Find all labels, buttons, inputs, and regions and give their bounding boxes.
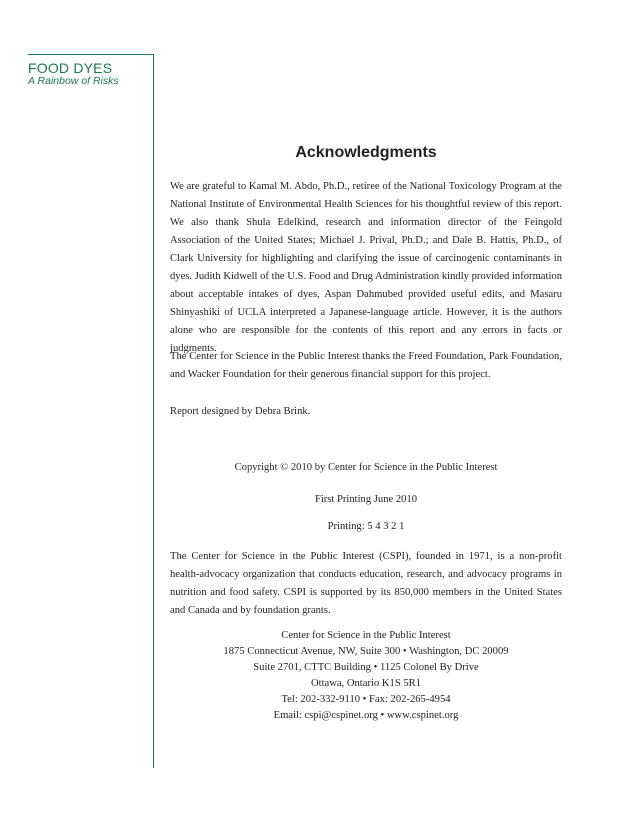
page-title: Acknowledgments bbox=[295, 144, 437, 161]
header-rule bbox=[28, 54, 154, 55]
address-us: 1875 Connecticut Avenue, NW, Suite 300 • Washington, DC 20009 bbox=[223, 646, 509, 657]
printing-line: Printing: 5 4 3 2 1 bbox=[327, 521, 405, 532]
address-phone-fax: Tel: 202-332-9110 • Fax: 202-265-4954 bbox=[281, 694, 451, 705]
about-cspi-paragraph: The Center for Science in the Public Interest (CSPI), founded in 1971, is a non-profit health-advocacy organization that conducts education, research, and advocacy programs in nutrition and food safety. CSPI is supported by its 850,000 members in the United States and Canada and by foundation grants. bbox=[170, 551, 562, 616]
address-canada-line2: Ottawa, Ontario K1S 5R1 bbox=[310, 678, 422, 689]
running-header-subtitle: A Rainbow of Risks bbox=[28, 75, 119, 87]
first-printing-line: First Printing June 2010 bbox=[314, 494, 418, 505]
address-org-name: Center for Science in the Public Interest bbox=[281, 630, 451, 641]
funding-paragraph: The Center for Science in the Public Interest thanks the Freed Foundation, Park Foundation, and Wacker Foundation for their generous financial support for this project. bbox=[170, 351, 562, 380]
running-header-title: FOOD DYES bbox=[28, 60, 113, 76]
margin-rule bbox=[153, 54, 154, 768]
copyright-line: Copyright © 2010 by Center for Science in the Public Interest bbox=[234, 462, 498, 473]
acknowledgments-paragraph: We are grateful to Kamal M. Abdo, Ph.D., retiree of the National Toxicology Program at the National Institute of Environmental Health Sciences for his thoughtful review of this report. We also thank Shula Edelkind, research and information director of the Feingold Association of the United States; Michael J. Prival, Ph.D.; and Dale B. Hattis, Ph.D., of Clark University for highlighting and clarifying the issue of carcinogenic contaminants in dyes. Judith Kidwell of the U.S. Food and Drug Administration kindly provided information about acceptable intakes of dyes, Aspan Dahmubed provided useful edits, and Masaru Shinyashiki of UCLA interpreted a Japanese-language article. However, it is the authors alone who are responsible for the contents of this report and any errors in facts or judgments. bbox=[170, 181, 562, 354]
design-credit: Report designed by Debra Brink. bbox=[170, 406, 311, 417]
address-email-web: Email: cspi@cspinet.org • www.cspinet.org bbox=[273, 710, 459, 721]
address-canada-line1: Suite 2701, CTTC Building • 1125 Colonel By Drive bbox=[253, 662, 479, 673]
